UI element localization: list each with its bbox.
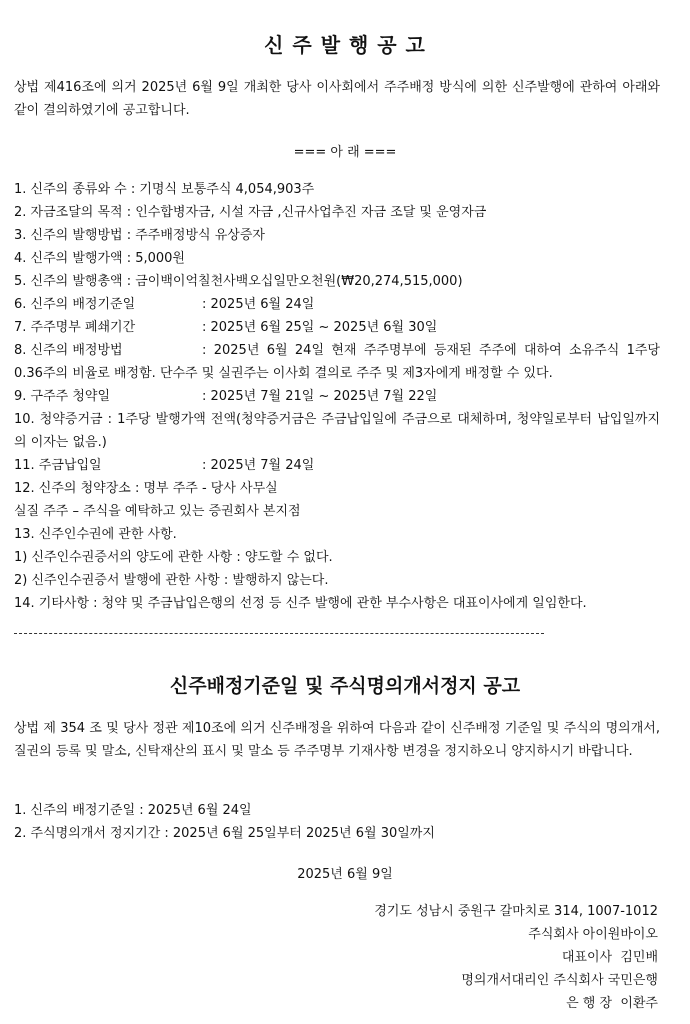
notice2-item-2: 2. 주식명의개서 정지기간 : 2025년 6월 25일부터 2025년 6월 30일까지	[14, 826, 435, 841]
item-7	[14, 316, 660, 339]
item-5: 5. 신주의 발행총액 : 금이백이억칠천사백오십일만오천원(₩20,274,515,000)	[14, 274, 463, 289]
notice-items	[14, 178, 660, 615]
notice2-intro: 상법 제 354 조 및 당사 정관 제10조에 의거 신주배정을 위하여 다음과 같이 신주배정 기준일 및 주식의 명의개서, 질권의 등록 및 말소, 신탁재산의 표시 및 말소 등 주주명부 기재사항 변경을 정지하오니 양지하시기 바랍니다.	[14, 721, 660, 759]
item-9-label: 9. 구주주 청약일	[14, 389, 111, 404]
item-6-value: : 2025년 6월 24일	[202, 297, 315, 312]
item-9	[14, 385, 660, 408]
notice2-item-1: 1. 신주의 배정기준일 : 2025년 6월 24일	[14, 803, 252, 818]
item-13: 13. 신주인수권에 관한 사항.	[14, 527, 177, 542]
bank-head: 은 행 장 이환주	[566, 996, 658, 1011]
notice-intro: 상법 제416조에 의거 2025년 6월 9일 개최한 당사 이사회에서 주주배정 방식에 의한 신주발행에 관하여 아래와 같이 결의하였기에 공고합니다.	[14, 80, 660, 118]
notice2-title: 신주배정기준일 및 주식명의개서정지 공고	[169, 675, 521, 697]
item-11	[14, 454, 660, 477]
section-divider	[14, 633, 544, 634]
notice-date: 2025년 6월 9일	[297, 867, 393, 882]
item-4: 4. 신주의 발행가액 : 5,000원	[14, 251, 185, 266]
item-11-value: : 2025년 7월 24일	[202, 458, 315, 473]
item-12-sub: 실질 주주 – 주식을 예탁하고 있는 증권회사 본지점	[14, 504, 301, 519]
company-address: 경기도 성남시 중원구 갈마치로 314, 1007-1012	[374, 904, 658, 919]
signature-block	[374, 900, 658, 1015]
item-6-label: 6. 신주의 배정기준일	[14, 297, 136, 312]
item-12: 12. 신주의 청약장소 : 명부 주주 - 당사 사무실	[14, 481, 278, 496]
notice2-items	[14, 799, 660, 845]
item-8-label: 8. 신주의 배정방법	[14, 343, 123, 358]
item-1: 1. 신주의 종류와 수 : 기명식 보통주식 4,054,903주	[14, 182, 315, 197]
item-11-label: 11. 주금납입일	[14, 458, 102, 473]
item-14: 14. 기타사항 : 청약 및 주금납입은행의 선정 등 신주 발행에 관한 부수사항은 대표이사에게 일임한다.	[14, 596, 587, 611]
item-13-sub-2: 2) 신주인수권증서 발행에 관한 사항 : 발행하지 않는다.	[14, 573, 329, 588]
notice-title: 신 주 발 행 공 고	[264, 33, 426, 57]
item-2: 2. 자금조달의 목적 : 인수합병자금, 시설 자금 ,신규사업추진 자금 조달 및 운영자금	[14, 205, 487, 220]
item-8	[14, 339, 660, 385]
item-10: 10. 청약증거금 : 1주당 발행가액 전액(청약증거금은 주금납입일에 주금으로 대체하며, 청약일로부터 납입일까지의 이자는 없음.)	[14, 412, 660, 450]
item-9-value: : 2025년 7월 21일 ~ 2025년 7월 22일	[202, 389, 438, 404]
item-6	[14, 293, 660, 316]
company-name: 주식회사 아이원바이오	[528, 927, 658, 942]
ceo-name: 대표이사 김민배	[561, 950, 658, 965]
item-7-value: : 2025년 6월 25일 ~ 2025년 6월 30일	[202, 320, 438, 335]
transfer-agent: 명의개서대리인 주식회사 국민은행	[461, 973, 658, 988]
item-3: 3. 신주의 발행방법 : 주주배정방식 유상증자	[14, 228, 265, 243]
separator-text: === 아 래 ===	[293, 145, 397, 160]
item-8-value: : 2025년 6월 24일 현재 주주명부에 등재된 주주에 대하여 소유주식 1주당 0.36주의 비율로 배정함. 단수주 및 실권주는 이사회 결의로 주주 및 제3자에게 배정할 수 있다.	[14, 343, 660, 381]
item-13-sub-1: 1) 신주인수권증서의 양도에 관한 사항 : 양도할 수 없다.	[14, 550, 333, 565]
item-7-label: 7. 주주명부 폐쇄기간	[14, 320, 136, 335]
